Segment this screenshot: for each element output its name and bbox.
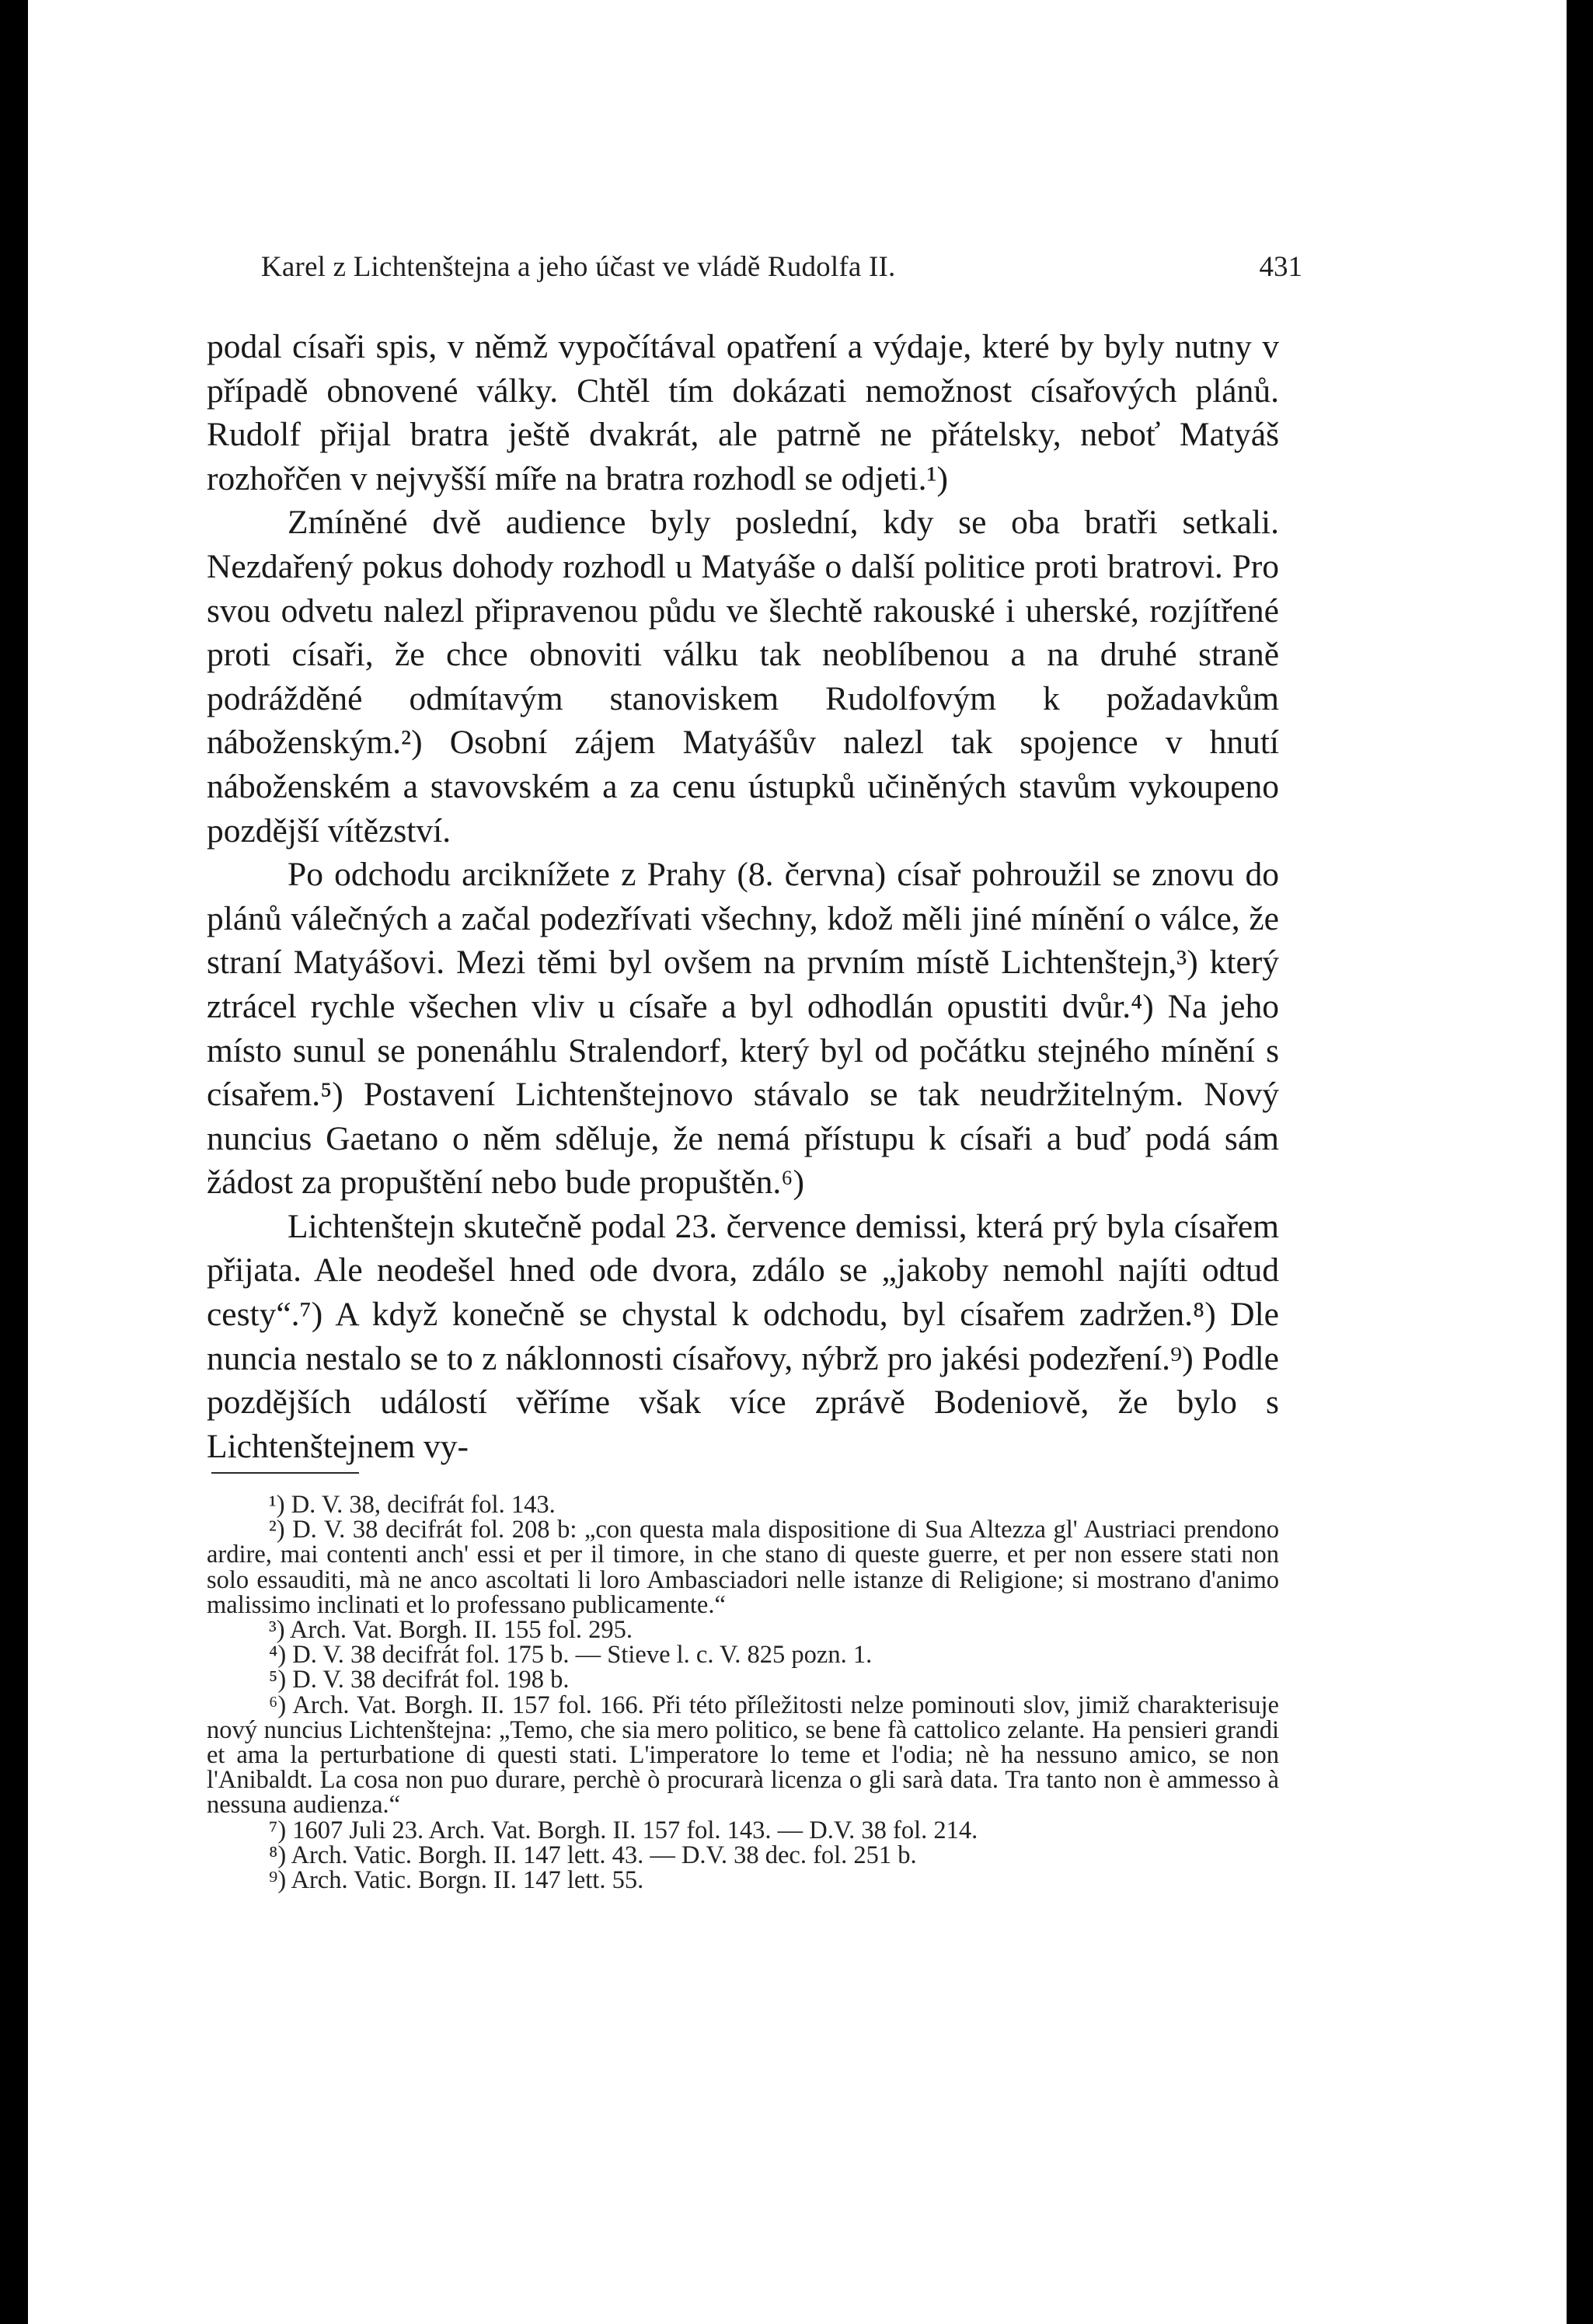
paragraph: Zmíněné dvě audience byly poslední, kdy se oba bratři setkali. Nezdařený pokus dohody rozhodl u Matyáše o další politice proti bratrovi. Pro svou odvetu nalezl připravenou půdu ve šlechtě rakouské i uherské, rozjítřené proti císaři, že chce obnoviti válku tak neoblíbenou a na druhé straně podrážděné odmítavým stanoviskem Rudolfovým k požadavkům náboženským.²) Osobní zájem Matyášův nalezl tak spojence v hnutí náboženském a stavovském a za cenu ústupků učiněných stavům vykoupeno pozdější vítězství.	[207, 504, 1279, 850]
footnote: ⁹) Arch. Vatic. Borgn. II. 147 lett. 55.	[269, 1866, 644, 1895]
footnote: ⁷) 1607 Juli 23. Arch. Vat. Borgh. II. 157 fol. 143. — D.V. 38 fol. 214.	[269, 1816, 978, 1844]
document-page	[28, 0, 1567, 2324]
paragraph: Po odchodu arciknížete z Prahy (8. června) císař pohroužil se znovu do plánů válečných a začal podezřívati všechny, kdož měli jiné mínění o válce, že straní Matyášovi. Mezi těmi byl ovšem na prvním místě Lichtenštejn,³) který ztrácel rychle všechen vliv u císaře a byl odhodlán opustiti dvůr.⁴) Na jeho místo sunul se ponenáhlu Stralendorf, který byl od počátku stejného mínění s císařem.⁵) Postavení Lichtenštejnovo stávalo se tak neudržitelným. Nový nuncius Gaetano o něm sděluje, že nemá přístupu k císaři a buď podá sám žádost za propuštění nebo bude propuštěn.⁶)	[207, 856, 1279, 1202]
body-text	[207, 325, 1279, 1468]
footnote: ²) D. V. 38 decifrát fol. 208 b: „con questa mala dispositione di Sua Altezza gl' Austriaci prendono ardire, mai contenti anch' essi et per il timore, in che stano di queste guerre, et per non essere stati non solo essauditi, mà ne anco ascoltati li loro Ambasciadori nelle istanze di Religione; si mostrano d'animo malissimo inclinati et lo professano publicamente.“	[207, 1516, 1279, 1619]
paragraph: podal císaři spis, v němž vypočítával opatření a výdaje, které by byly nutny v případě obnovené války. Chtěl tím dokázati nemožnost císařových plánů. Rudolf přijal bratra ještě dvakrát, ale patrně ne přátelsky, neboť Matyáš rozhořčen v nejvyšší míře na bratra rozhodl se odjeti.¹)	[207, 328, 1279, 497]
footnote: ⁸) Arch. Vatic. Borgh. II. 147 lett. 43. — D.V. 38 dec. fol. 251 b.	[269, 1841, 917, 1869]
footnotes	[207, 1492, 1279, 1893]
footnote: ⁶) Arch. Vat. Borgh. II. 157 fol. 166. Při této příležitosti nelze pominouti slov, jimiž charakterisuje nový nuncius Lichtenštejna: „Temo, che sia mero politico, se bene fà cattolico zelante. Ha pensieri grandi et ama la perturbatione di questi stati. L'imperatore lo teme et l'odia; nè ha nessuno amico, se non l'Anibaldt. La cosa non puo durare, perchè ò procurarà licenza o gli sarà data. Tra tanto non è ammesso à nessuna audienza.“	[207, 1691, 1279, 1820]
running-title: Karel z Lichtenštejna a jeho účast ve vládě Rudolfa II.	[261, 251, 896, 283]
footnote-separator	[211, 1472, 359, 1474]
running-header	[261, 250, 1302, 284]
paragraph: Lichtenštejn skutečně podal 23. července demissi, která prý byla císařem přijata. Ale neodešel hned ode dvora, zdálo se „jakoby nemohl najíti odtud cesty“.⁷) A když konečně se chystal k odchodu, byl císařem zadržen.⁸) Dle nuncia nestalo se to z náklonnosti císařovy, nýbrž pro jakési podezření.⁹) Podle pozdějších událostí věříme však více zprávě Bodeniově, že bylo s Lichtenštejnem vy-	[207, 1207, 1279, 1465]
page-number: 431	[1259, 251, 1302, 283]
footnote: ⁴) D. V. 38 decifrát fol. 175 b. — Stieve l. c. V. 825 pozn. 1.	[269, 1641, 873, 1670]
footnote: ⁵) D. V. 38 decifrát fol. 198 b.	[269, 1666, 570, 1694]
footnote: ³) Arch. Vat. Borgh. II. 155 fol. 295.	[269, 1616, 633, 1645]
footnote: ¹) D. V. 38, decifrát fol. 143.	[269, 1491, 556, 1519]
